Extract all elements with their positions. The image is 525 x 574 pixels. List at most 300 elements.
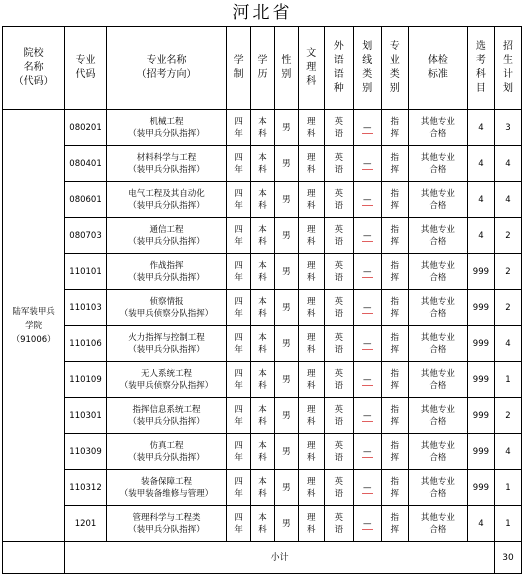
gender-text: 男 — [282, 302, 291, 313]
subjects-text: 4 — [478, 518, 484, 529]
cutoff — [353, 290, 381, 326]
duration — [227, 434, 251, 470]
cell-line: 语 — [334, 488, 343, 499]
category — [381, 506, 408, 542]
cell-line: 别 — [389, 83, 400, 94]
cutoff-dash: — — [363, 230, 372, 241]
cell-line: 理 — [306, 224, 316, 235]
major-name-text: 管理科学与工程类 — [132, 512, 201, 523]
cell-line: 四 — [234, 332, 243, 343]
major-code — [65, 146, 107, 182]
cell-line: 学院 — [25, 320, 43, 331]
cell-line: 科 — [258, 272, 267, 283]
language — [324, 470, 353, 506]
table-row — [3, 218, 522, 254]
category — [381, 182, 408, 218]
table-row — [3, 290, 522, 326]
cell-line: （招考方向） — [136, 69, 197, 80]
cell-line: 语 — [334, 236, 343, 247]
language — [324, 110, 353, 146]
cell-line: 科 — [306, 200, 316, 211]
cell-line: 科 — [475, 69, 486, 80]
category — [381, 398, 408, 434]
major-name — [106, 398, 226, 434]
physical — [408, 506, 467, 542]
cell-line: 语 — [334, 308, 343, 319]
subjects-text: 999 — [472, 302, 490, 313]
header-plan — [494, 27, 521, 110]
plan-text: 3 — [505, 122, 511, 133]
major-direction-text: （装甲兵侦察分队指挥） — [119, 308, 214, 319]
cell-line: 文 — [306, 48, 317, 59]
cell-line: 合格 — [429, 416, 447, 427]
plan — [494, 470, 521, 506]
category — [381, 290, 408, 326]
major-direction-text: （装甲兵分队指挥） — [128, 200, 205, 211]
major-code — [65, 362, 107, 398]
cell-line: 四 — [234, 224, 243, 235]
gender-text: 男 — [282, 446, 291, 457]
gender — [274, 290, 298, 326]
gender — [274, 434, 298, 470]
major-name — [106, 110, 226, 146]
major-name-text: 装备保障工程 — [140, 476, 192, 487]
subjects — [467, 398, 494, 434]
major-code-text: 1201 — [74, 518, 97, 529]
cell-line: 本 — [258, 296, 267, 307]
plan-text: 2 — [505, 266, 511, 277]
major-code-text: 080601 — [69, 194, 102, 205]
cell-line: 合格 — [429, 272, 447, 283]
cell-line: 语 — [334, 200, 343, 211]
subjects — [467, 362, 494, 398]
subjects-text: 999 — [472, 446, 490, 457]
plan-text: 2 — [505, 230, 511, 241]
major-code — [65, 434, 107, 470]
plan-text: 4 — [505, 158, 511, 169]
major-name-text: 侦察情报 — [149, 296, 184, 307]
cell-line: 英 — [334, 476, 343, 487]
admissions-table — [2, 26, 522, 574]
degree — [251, 362, 275, 398]
cutoff — [353, 398, 381, 434]
cell-line: 别 — [281, 69, 292, 80]
cutoff-dash: — — [363, 266, 372, 277]
plan-text: 1 — [505, 518, 511, 529]
plan-text: 1 — [505, 482, 511, 493]
cutoff-dash: — — [363, 122, 372, 133]
cell-line: 划 — [502, 83, 513, 94]
cell-line: 科 — [306, 344, 316, 355]
cell-line: 年 — [234, 416, 243, 427]
cutoff-dash: — — [363, 338, 372, 349]
cell-line: 本 — [258, 368, 267, 379]
subtotal-value — [494, 542, 521, 574]
track — [298, 110, 324, 146]
table-row — [3, 470, 522, 506]
cell-line: 语 — [333, 55, 344, 66]
physical — [408, 470, 467, 506]
subtotal-value-text: 30 — [502, 552, 514, 563]
duration — [227, 110, 251, 146]
cell-line: 目 — [475, 83, 486, 94]
physical — [408, 398, 467, 434]
cell-line: 年 — [234, 164, 243, 175]
gender — [274, 506, 298, 542]
duration — [227, 254, 251, 290]
cell-line: 挥 — [390, 200, 400, 211]
subtotal-row — [3, 542, 522, 574]
major-code — [65, 290, 107, 326]
cell-line: 四 — [234, 440, 243, 451]
major-name — [106, 470, 226, 506]
gender-text: 男 — [282, 122, 291, 133]
cell-line: 科 — [306, 416, 316, 427]
plan — [494, 218, 521, 254]
gender-text: 男 — [282, 158, 291, 169]
category — [381, 362, 408, 398]
major-name — [106, 290, 226, 326]
header-duration — [227, 27, 251, 110]
language — [324, 146, 353, 182]
physical — [408, 146, 467, 182]
gender — [274, 326, 298, 362]
cell-line: 英 — [334, 368, 343, 379]
cell-line: 科 — [306, 308, 316, 319]
plan — [494, 434, 521, 470]
cell-line: 科 — [306, 380, 316, 391]
cell-line: 英 — [334, 440, 343, 451]
cutoff — [353, 254, 381, 290]
cell-line: 挥 — [390, 452, 400, 463]
cell-line: 科 — [306, 524, 316, 535]
cell-line: 划 — [362, 41, 373, 52]
cell-line: 学 — [257, 55, 268, 66]
cell-line: 年 — [234, 236, 243, 247]
cell-line: 指 — [390, 332, 400, 343]
cell-line: 英 — [334, 188, 343, 199]
category — [381, 218, 408, 254]
plan — [494, 146, 521, 182]
category — [381, 254, 408, 290]
cell-line: 本 — [258, 116, 267, 127]
cell-line: 语 — [334, 380, 343, 391]
subtotal-label — [65, 542, 495, 574]
cell-line: 挥 — [390, 524, 400, 535]
cell-line: 语 — [334, 416, 343, 427]
cell-line: 科 — [258, 344, 267, 355]
category — [381, 434, 408, 470]
cutoff — [353, 362, 381, 398]
major-name-text: 材料科学与工程 — [136, 152, 197, 163]
cell-line: 语 — [334, 164, 343, 175]
cell-line: 理 — [306, 188, 316, 199]
degree — [251, 146, 275, 182]
major-name-text: 指挥信息系统工程 — [132, 404, 201, 415]
track — [298, 326, 324, 362]
duration — [227, 182, 251, 218]
cell-line: 学 — [233, 55, 244, 66]
language — [324, 290, 353, 326]
cell-line: 外 — [333, 41, 344, 52]
cell-line: 代码 — [75, 69, 96, 80]
cell-line: 选 — [475, 41, 486, 52]
cell-line: 指 — [390, 116, 400, 127]
cell-line: 年 — [234, 524, 243, 535]
major-name — [106, 434, 226, 470]
cell-line: 计 — [502, 69, 513, 80]
cell-line: 科 — [306, 272, 316, 283]
major-code — [65, 326, 107, 362]
table-row — [3, 254, 522, 290]
cell-line: 种 — [333, 83, 344, 94]
subjects-text: 4 — [478, 122, 484, 133]
duration — [227, 290, 251, 326]
cell-line: 本 — [258, 512, 267, 523]
header-gender — [274, 27, 298, 110]
table-row — [3, 110, 522, 146]
cell-line: 挥 — [390, 380, 400, 391]
cutoff — [353, 146, 381, 182]
cell-line: 线 — [362, 55, 373, 66]
degree — [251, 470, 275, 506]
cell-line: 理 — [306, 512, 316, 523]
cell-line: 本 — [258, 476, 267, 487]
gender-text: 男 — [282, 194, 291, 205]
cell-line: 英 — [334, 152, 343, 163]
cell-line: 四 — [234, 260, 243, 271]
cell-line: （代码） — [13, 76, 54, 87]
physical — [408, 290, 467, 326]
cell-line: 年 — [234, 128, 243, 139]
major-code — [65, 470, 107, 506]
cell-line: 年 — [234, 344, 243, 355]
gender-text: 男 — [282, 482, 291, 493]
cell-line: 合格 — [429, 380, 447, 391]
cell-line: 其他专业 — [420, 440, 455, 451]
cell-line: 指 — [390, 368, 400, 379]
category — [381, 110, 408, 146]
cell-line: 英 — [334, 512, 343, 523]
subjects-text: 999 — [472, 410, 490, 421]
cell-line: 指 — [390, 152, 400, 163]
cell-line: 体检 — [427, 55, 448, 66]
cell-line: 专业名称 — [146, 55, 187, 66]
cell-line: 英 — [334, 224, 343, 235]
header-physical — [408, 27, 467, 110]
cell-line: 四 — [234, 188, 243, 199]
gender — [274, 146, 298, 182]
cell-line: 四 — [234, 476, 243, 487]
subjects — [467, 218, 494, 254]
physical — [408, 182, 467, 218]
table-row — [3, 182, 522, 218]
major-code — [65, 182, 107, 218]
plan-text: 1 — [505, 374, 511, 385]
gender-text: 男 — [282, 266, 291, 277]
major-direction-text: （装甲兵分队指挥） — [128, 236, 205, 247]
major-code-text: 080201 — [69, 122, 102, 133]
cell-line: 挥 — [390, 272, 400, 283]
cell-line: 其他专业 — [420, 476, 455, 487]
duration — [227, 326, 251, 362]
cell-line: 合格 — [429, 488, 447, 499]
cell-line: 挥 — [390, 164, 400, 175]
cell-line: 本 — [258, 152, 267, 163]
cell-line: 类 — [362, 69, 373, 80]
plan-text: 2 — [505, 302, 511, 313]
cell-line: 科 — [258, 164, 267, 175]
cell-line: 年 — [234, 488, 243, 499]
cell-line: 科 — [258, 380, 267, 391]
cell-line: 科 — [258, 416, 267, 427]
major-direction-text: （装甲兵侦察分队指挥） — [119, 380, 214, 391]
cell-line: 理 — [306, 296, 316, 307]
cell-line: 英 — [334, 296, 343, 307]
cell-line: 科 — [258, 236, 267, 247]
header-track — [298, 27, 324, 110]
duration — [227, 218, 251, 254]
plan — [494, 254, 521, 290]
cell-line: 四 — [234, 116, 243, 127]
cell-line: 科 — [306, 164, 316, 175]
plan — [494, 326, 521, 362]
cell-line: 合格 — [429, 200, 447, 211]
cell-line: 本 — [258, 260, 267, 271]
category — [381, 470, 408, 506]
major-direction-text: （装甲装备维修与管理） — [119, 488, 214, 499]
cell-line: 四 — [234, 512, 243, 523]
table-row — [3, 326, 522, 362]
cell-line: 语 — [334, 344, 343, 355]
cell-line: 专业 — [75, 55, 96, 66]
major-code-text: 110103 — [69, 302, 102, 313]
cell-line: 四 — [234, 368, 243, 379]
cell-line: 挥 — [390, 344, 400, 355]
header-cutoff — [353, 27, 381, 110]
cell-line: 四 — [234, 404, 243, 415]
degree — [251, 218, 275, 254]
track — [298, 218, 324, 254]
plan-text: 4 — [505, 194, 511, 205]
cutoff-dash: — — [363, 482, 372, 493]
plan-text: 4 — [505, 446, 511, 457]
major-name-text: 仿真工程 — [149, 440, 184, 451]
subjects — [467, 110, 494, 146]
major-name-text: 机械工程 — [149, 116, 184, 127]
table-row — [3, 398, 522, 434]
cell-line: 指 — [390, 512, 400, 523]
gender-text: 男 — [282, 230, 291, 241]
track — [298, 290, 324, 326]
major-direction-text: （装甲兵分队指挥） — [128, 164, 205, 175]
track — [298, 362, 324, 398]
language — [324, 398, 353, 434]
language — [324, 218, 353, 254]
language — [324, 506, 353, 542]
subjects — [467, 506, 494, 542]
cell-line: 合格 — [429, 524, 447, 535]
cell-line: 英 — [334, 404, 343, 415]
major-code — [65, 254, 107, 290]
track — [298, 146, 324, 182]
cell-line: 其他专业 — [420, 404, 455, 415]
physical — [408, 110, 467, 146]
cutoff — [353, 470, 381, 506]
cell-line: 陆军装甲兵 — [12, 306, 55, 317]
gender — [274, 362, 298, 398]
physical — [408, 254, 467, 290]
major-code — [65, 398, 107, 434]
major-direction-text: （装甲兵分队指挥） — [128, 452, 205, 463]
gender — [274, 218, 298, 254]
cell-line: 年 — [234, 308, 243, 319]
degree — [251, 290, 275, 326]
cell-line: 其他专业 — [420, 368, 455, 379]
degree — [251, 110, 275, 146]
cutoff-dash: — — [363, 518, 372, 529]
gender — [274, 110, 298, 146]
category — [381, 326, 408, 362]
major-name-text: 作战指挥 — [149, 260, 184, 271]
cell-line: 制 — [233, 69, 244, 80]
header-language — [324, 27, 353, 110]
language — [324, 326, 353, 362]
plan-text: 4 — [505, 338, 511, 349]
major-code — [65, 506, 107, 542]
language — [324, 182, 353, 218]
cutoff-dash: — — [363, 374, 372, 385]
plan — [494, 110, 521, 146]
cell-line: 年 — [234, 452, 243, 463]
cell-line: 名称 — [23, 62, 44, 73]
major-code-text: 110301 — [69, 410, 102, 421]
plan — [494, 290, 521, 326]
cell-line: 别 — [362, 83, 373, 94]
duration — [227, 506, 251, 542]
physical — [408, 362, 467, 398]
cell-line: 指 — [390, 260, 400, 271]
cell-line: 理 — [306, 440, 316, 451]
table-row — [3, 506, 522, 542]
table-row — [3, 434, 522, 470]
cell-line: 指 — [390, 476, 400, 487]
track — [298, 506, 324, 542]
cell-line: 本 — [258, 188, 267, 199]
cell-line: 科 — [258, 524, 267, 535]
cell-line: 指 — [390, 296, 400, 307]
cell-line: 指 — [390, 188, 400, 199]
cell-line: 科 — [306, 236, 316, 247]
cell-line: 其他专业 — [420, 152, 455, 163]
subtotal-blank — [3, 542, 65, 574]
cell-line: 专 — [389, 41, 400, 52]
cell-line: 语 — [333, 69, 344, 80]
cell-line: 四 — [234, 152, 243, 163]
major-code — [65, 110, 107, 146]
header-school — [3, 27, 65, 110]
cell-line: 合格 — [429, 308, 447, 319]
cell-line: 指 — [390, 404, 400, 415]
degree — [251, 398, 275, 434]
plan — [494, 398, 521, 434]
cell-line: 本 — [258, 404, 267, 415]
cell-line: 其他专业 — [420, 116, 455, 127]
gender-text: 男 — [282, 338, 291, 349]
degree — [251, 506, 275, 542]
major-code-text: 110109 — [69, 374, 102, 385]
degree — [251, 182, 275, 218]
